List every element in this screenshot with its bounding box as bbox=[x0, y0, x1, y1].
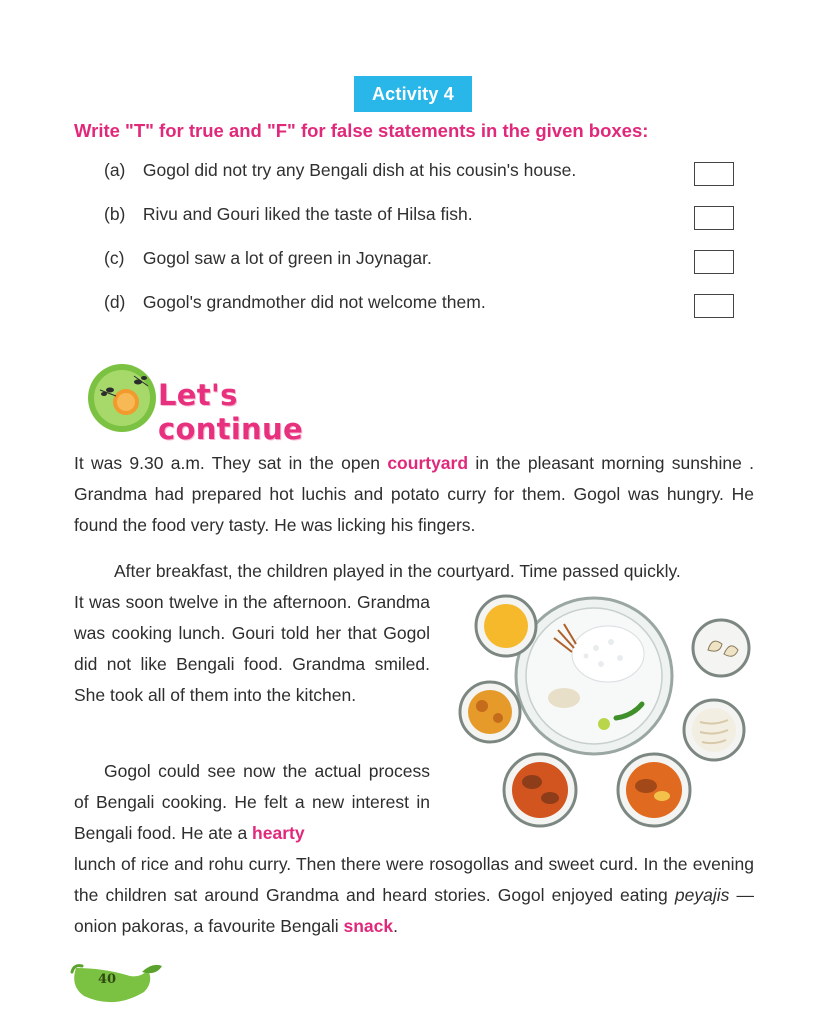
keyword-snack: snack bbox=[343, 916, 394, 936]
text-run: It was 9.30 a.m. They sat in the open bbox=[74, 453, 388, 473]
question-item-c bbox=[104, 248, 744, 292]
section-header bbox=[86, 356, 386, 446]
keyword-courtyard: courtyard bbox=[387, 453, 469, 473]
question-item-a bbox=[104, 160, 744, 204]
text-run: Gogol could see now the actual process of Bengali cooking. He felt a new interest in Bengali food. He ate a bbox=[74, 761, 430, 843]
text-run: — onion pakoras, a favourite Bengali bbox=[74, 885, 754, 936]
question-text: Gogol did not try any Bengali dish at his cousin's house. bbox=[142, 160, 577, 180]
question-item-d bbox=[104, 292, 744, 336]
answer-box-d[interactable] bbox=[694, 294, 734, 318]
question-letter: (a) bbox=[104, 160, 126, 180]
story-paragraph-2-line-1: After breakfast, the children played in the courtyard. Time passed quickly. bbox=[114, 561, 681, 581]
question-letter: (c) bbox=[104, 248, 125, 268]
keyword-hearty: hearty bbox=[252, 823, 305, 843]
question-letter: (d) bbox=[104, 292, 126, 312]
leaf-icon bbox=[68, 958, 168, 1004]
story-paragraph-4 bbox=[74, 849, 754, 942]
term-peyajis: peyajis bbox=[674, 885, 730, 905]
activity-label: Activity 4 bbox=[371, 83, 455, 104]
text-run: in the pleasant morning sunshine . Grandma had prepared hot luchis and potato curry for them. Gogol was hungry. He found the food very tasty. He was licking his fingers. bbox=[74, 453, 755, 535]
answer-box-c[interactable] bbox=[694, 250, 734, 274]
answer-box-b[interactable] bbox=[694, 206, 734, 230]
question-text: Gogol's grandmother did not welcome them. bbox=[142, 292, 486, 312]
story-paragraph-3 bbox=[74, 756, 430, 849]
instruction-heading: Write "T" for true and "F" for false statements in the given boxes: bbox=[74, 120, 649, 141]
story-paragraph-1 bbox=[74, 448, 754, 541]
question-text: Rivu and Gouri liked the taste of Hilsa fish. bbox=[142, 204, 473, 224]
question-list bbox=[104, 160, 744, 336]
text-run: lunch of rice and rohu curry. Then there were rosogollas and sweet curd. In the evening the children sat around Grandma and heard stories. Gogol enjoyed eating bbox=[74, 854, 754, 905]
question-letter: (b) bbox=[104, 204, 126, 224]
activity-badge bbox=[354, 76, 472, 112]
bengali-thali-illustration bbox=[446, 590, 766, 840]
page-number-badge bbox=[68, 958, 168, 1004]
answer-box-a[interactable] bbox=[694, 162, 734, 186]
question-text: Gogol saw a lot of green in Joynagar. bbox=[142, 248, 432, 268]
text-run: . bbox=[393, 916, 398, 936]
plate-ants-icon bbox=[86, 356, 166, 436]
page-number: 40 bbox=[98, 972, 117, 987]
section-title: Let's continue bbox=[158, 378, 303, 446]
story-paragraph-2-rest: It was soon twelve in the afternoon. Grandma was cooking lunch. Gouri told her that Gogol did not like Bengali food. Grandma smiled. She took all of them into the kitchen. bbox=[74, 592, 430, 705]
question-item-b bbox=[104, 204, 744, 248]
